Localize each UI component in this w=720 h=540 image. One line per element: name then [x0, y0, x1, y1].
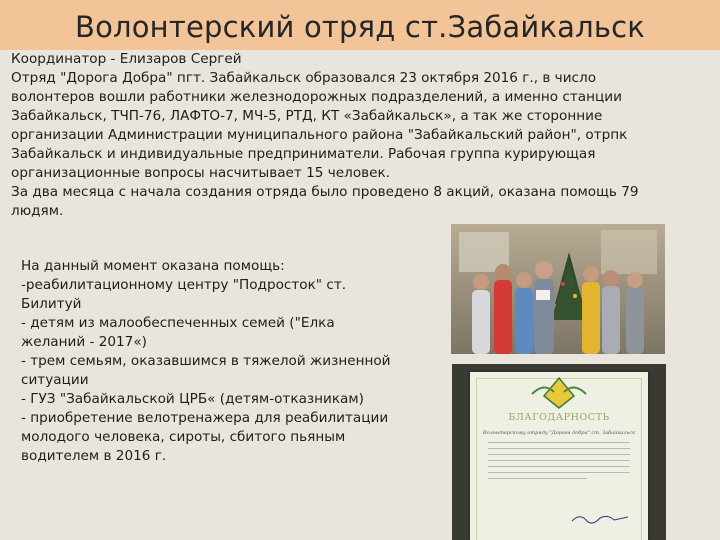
help-line: - трем семьям, оказавшимся в тяжелой жизненной — [21, 353, 391, 369]
intro-line: Забайкальск, ТЧП-76, ЛАФТО-7, МЧ-5, РТД, КТ «Забайкальск», а так же сторонние — [11, 108, 603, 124]
intro-line: организационные вопросы насчитывает 15 человек. — [11, 165, 391, 181]
help-line: - приобретение велотренажера для реабилитации — [21, 410, 389, 426]
help-line: молодого человека, сироты, сбитого пьяным — [21, 429, 346, 445]
help-line: - ГУЗ "Забайкальской ЦРБ« (детям-отказникам) — [21, 391, 364, 407]
intro-line: людям. — [11, 203, 64, 219]
title-bar — [0, 0, 720, 50]
intro-line: волонтеров вошли работники железнодорожных подразделений, а именно станции — [11, 89, 622, 105]
certificate-subtitle: Волонтерскому отряду "Дорога добра" ст. Забайкальск — [482, 430, 636, 436]
intro-line: Отряд "Дорога Добра" пгт. Забайкальск образовался 23 октября 2016 г., в число — [11, 70, 597, 86]
help-line: -реабилитационному центру "Подросток" ст. — [21, 277, 347, 293]
certificate-photo — [452, 364, 666, 540]
group-photo-image — [451, 224, 665, 354]
signature-icon — [570, 512, 630, 524]
emblem-icon — [470, 372, 648, 412]
help-line: На данный момент оказана помощь: — [21, 258, 285, 274]
group-photo — [451, 224, 665, 354]
intro-text — [11, 50, 711, 221]
help-line: желаний - 2017«) — [21, 334, 147, 350]
help-text — [21, 257, 431, 466]
slide-title: Волонтерский отряд ст.Забайкальск — [74, 10, 646, 44]
certificate-body — [488, 442, 630, 484]
intro-line: Координатор - Елизаров Сергей — [11, 51, 242, 67]
help-line: - детям из малообеспеченных семей ("Елка — [21, 315, 335, 331]
intro-line: организации Администрации муниципального района "Забайкальский район", отрпк — [11, 127, 628, 143]
certificate-title: БЛАГОДАРНОСТЬ — [508, 412, 610, 423]
certificate — [470, 372, 648, 540]
help-line: ситуации — [21, 372, 89, 388]
help-line: водителем в 2016 г. — [21, 448, 167, 464]
help-line: Билитуй — [21, 296, 82, 312]
intro-line: Забайкальск и индивидуальные предприниматели. Рабочая группа курирующая — [11, 146, 596, 162]
intro-line: За два месяца с начала создания отряда было проведено 8 акций, оказана помощь 79 — [11, 184, 639, 200]
